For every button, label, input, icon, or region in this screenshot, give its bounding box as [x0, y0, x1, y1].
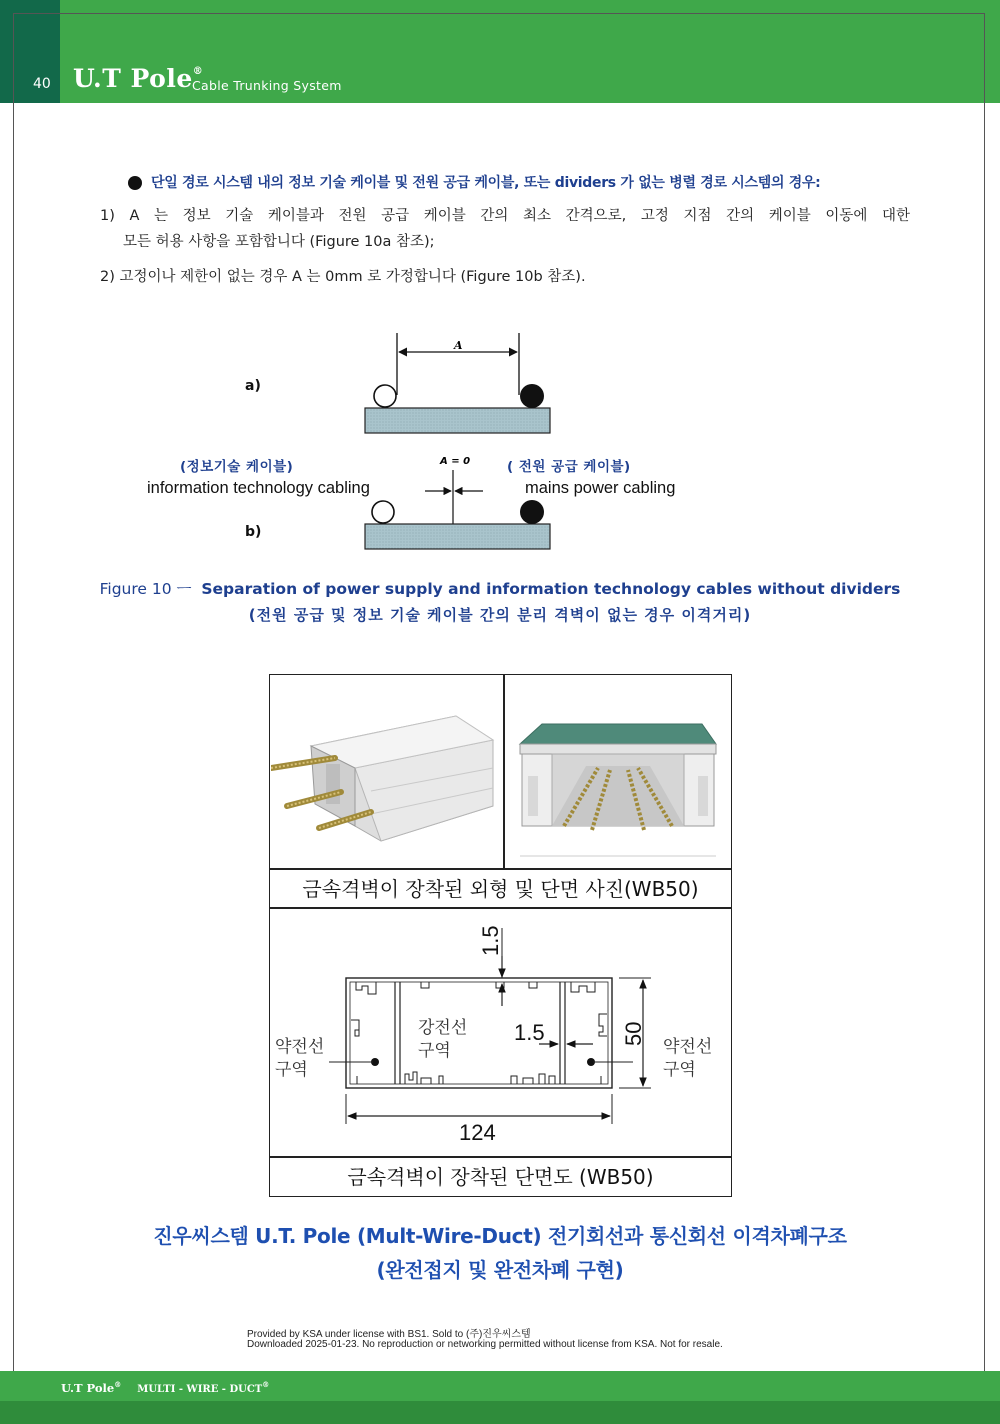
cross-section-drawing — [271, 910, 730, 1154]
divider-thickness-label: 1.5 — [514, 1020, 545, 1045]
page-number: 40 — [33, 76, 51, 92]
dimension-label-a: A — [454, 339, 463, 352]
it-cable-label-kr: (정보기술 케이블) — [180, 459, 294, 475]
top-thickness-label: 1.5 — [478, 925, 503, 956]
it-cable-label-en: information technology cabling — [147, 479, 370, 497]
figure-caption-kr: (전원 공급 및 정보 기술 케이블 간의 분리 격벽이 없는 경우 이격거리) — [248, 606, 752, 624]
table-divider-vertical — [503, 674, 505, 869]
photo-caption: 금속격벽이 장착된 외형 및 단면 사진(WB50) — [302, 877, 699, 901]
bullet-icon — [128, 176, 142, 190]
footer-brand — [61, 1380, 269, 1395]
figure-caption-number: Figure 10 ㅡ — [99, 580, 192, 598]
duct-exterior-photo — [271, 676, 501, 866]
duct-section-photo — [506, 676, 730, 866]
summary-title-line-1: 진우씨스템 U.T. Pole (Mult-Wire-Duct) 전기회선과 통신회선 이격차폐구조 — [153, 1224, 847, 1248]
strong-zone-label-1: 강전선 — [418, 1018, 468, 1038]
diagram-a — [365, 333, 550, 433]
summary-title-line-2: (완전접지 및 완전차폐 구현) — [376, 1258, 624, 1282]
power-cable-icon — [520, 500, 544, 524]
brand-mark: ® — [192, 66, 204, 77]
separation-diagram — [355, 325, 565, 555]
duct-outline — [346, 978, 612, 1088]
list-item-1-line-1: 1) A 는 정보 기술 케이블과 전원 공급 케이블 간의 최소 간격으로, 고정 지점 간의 케이블 이동에 대한 — [100, 208, 910, 224]
weak-zone-right-label-2: 구역 — [663, 1060, 696, 1080]
list-item-1-line-2: 모든 허용 사항을 포함합니다 (Figure 10a 참조); — [123, 234, 435, 250]
weak-zone-left-label-1: 약전선 — [275, 1037, 325, 1057]
mounting-surface-a — [365, 408, 550, 433]
section-caption: 금속격벽이 장착된 단면도 (WB50) — [347, 1165, 654, 1189]
weak-zone-right-label-1: 약전선 — [663, 1037, 713, 1057]
brand-name: U.T Pole — [73, 64, 193, 93]
weak-zone-left-label-2: 구역 — [275, 1060, 308, 1080]
power-cable-label-kr: ( 전원 공급 케이블) — [507, 459, 631, 475]
power-cable-icon — [520, 384, 544, 408]
strong-zone-label-2: 구역 — [418, 1041, 451, 1061]
power-cable-label-en: mains power cabling — [525, 479, 676, 497]
section-heading: 단일 경로 시스템 내의 정보 기술 케이블 및 전원 공급 케이블, 또는 dividers 가 없는 병렬 경로 시스템의 경우: — [151, 175, 821, 191]
table-divider — [269, 868, 732, 870]
dimension-label-a0: A = 0 — [440, 456, 471, 467]
it-cable-icon — [374, 385, 396, 407]
footer-accent — [0, 1401, 1000, 1424]
footer-product-name: MULTI - WIRE - DUCT — [137, 1383, 263, 1395]
license-line-1: Provided by KSA under license with BS1. Sold to (주)진우씨스템 — [247, 1329, 531, 1340]
table-divider — [269, 1156, 732, 1158]
table-divider — [269, 907, 732, 909]
footer-product-mark: ® — [262, 1380, 270, 1389]
list-item-2: 2) 고정이나 제한이 없는 경우 A 는 0mm 로 가정합니다 (Figure 10b 참조). — [100, 269, 586, 285]
figure-label-a: a) — [245, 378, 261, 394]
header-subtitle: Cable Trunking System — [192, 78, 342, 93]
figure-caption — [0, 577, 1000, 599]
height-label: 50 — [621, 1021, 646, 1046]
footer-brand-mark: ® — [114, 1380, 122, 1389]
width-label: 124 — [459, 1120, 496, 1145]
mounting-surface-b — [365, 524, 550, 549]
footer-brand-name: U.T Pole — [61, 1380, 115, 1395]
license-line-2: Downloaded 2025-01-23. No reproduction or networking permitted without license from KSA. Not for resale. — [247, 1339, 723, 1350]
figure-caption-text: Separation of power supply and information technology cables without dividers — [201, 580, 901, 598]
figure-label-b: b) — [245, 524, 262, 540]
it-cable-icon — [372, 501, 394, 523]
